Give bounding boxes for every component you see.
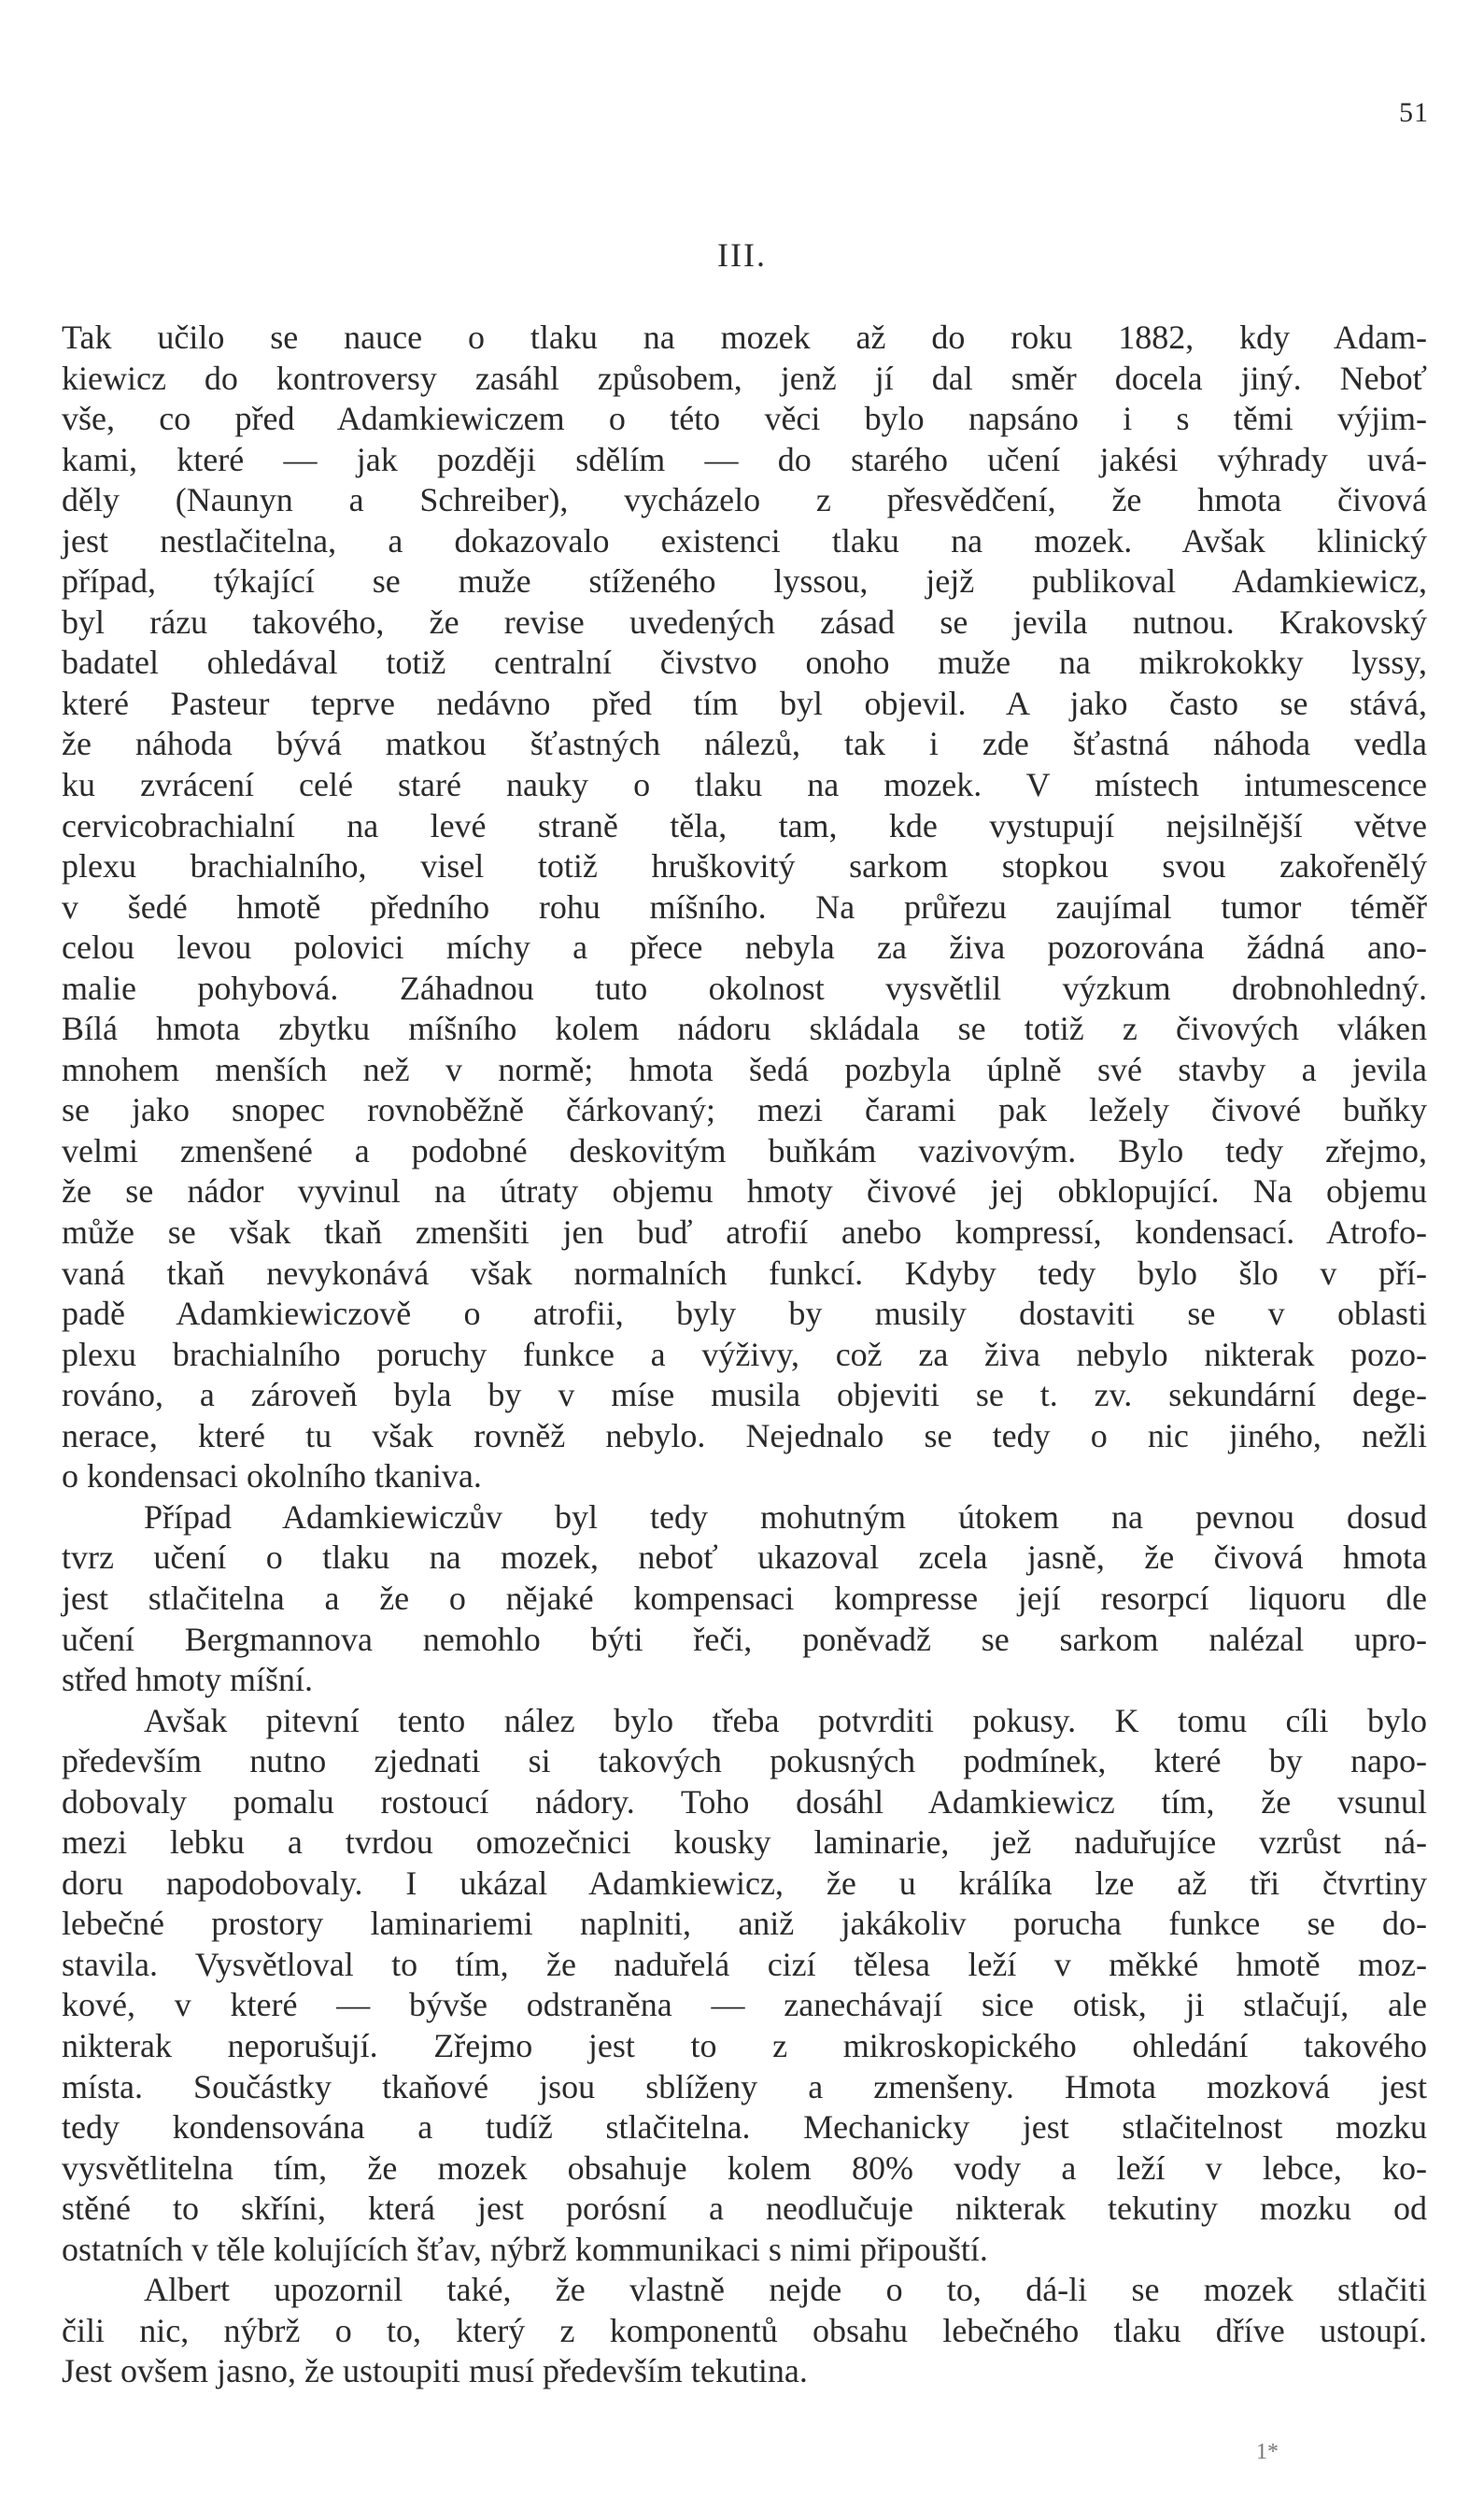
- page-body: [62, 318, 1427, 2392]
- text-line: ku zvrácení celé staré nauky o tlaku na mozek. V místech intumescence: [62, 766, 1427, 804]
- text-line: celou levou polovici míchy a přece nebyla za živa pozorována žádná ano-: [62, 928, 1427, 967]
- paragraph: [62, 318, 1427, 1497]
- text-line: kiewicz do kontroversy zasáhl způsobem, jenž jí dal směr docela jiný. Neboť: [62, 359, 1427, 397]
- text-line: vše, co před Adamkiewiczem o této věci bylo napsáno i s těmi výjim-: [62, 400, 1427, 438]
- text-line: Avšak pitevní tento nález bylo třeba potvrditi pokusy. K tomu cíli bylo: [144, 1701, 1427, 1739]
- text-line: plexu brachialního poruchy funkce a výživy, což za živa nebylo nikterak pozo-: [62, 1335, 1427, 1373]
- signature-mark: 1*: [1256, 2440, 1279, 2464]
- text-line: učení Bergmannova nemohlo býti řeči, poněvadž se sarkom nalézal upro-: [62, 1620, 1427, 1658]
- text-line: střed hmoty míšní.: [62, 1661, 313, 1699]
- text-line: stěné to skříni, která jest porósní a neodlučuje nikterak tekutiny mozku od: [62, 2190, 1427, 2228]
- text-line: rováno, a zároveň byla by v míse musila objeviti se t. zv. sekundární dege-: [62, 1376, 1427, 1414]
- text-line: o kondensaci okolního tkaniva.: [62, 1457, 482, 1495]
- text-line: že náhoda bývá matkou šťastných nálezů, tak i zde šťastná náhoda vedla: [62, 725, 1427, 763]
- chapter-heading: III.: [717, 236, 767, 274]
- text-line: mezi lebku a tvrdou omozečnici kousky laminarie, jež naduřujíce vzrůst ná-: [62, 1823, 1427, 1862]
- text-line: tedy kondensována a tudíž stlačitelna. Mechanicky jest stlačitelnost mozku: [62, 2108, 1427, 2147]
- text-line: Tak učilo se nauce o tlaku na mozek až do roku 1882, kdy Adam-: [62, 319, 1427, 356]
- text-line: padě Adamkiewiczově o atrofii, byly by musily dostaviti se v oblasti: [62, 1295, 1427, 1333]
- text-line: které Pasteur teprve nedávno před tím byl objevil. A jako často se stává,: [62, 684, 1427, 722]
- text-line: místa. Součástky tkaňové jsou sblíženy a zmenšeny. Hmota mozková jest: [62, 2067, 1427, 2105]
- text-line: Albert upozornil také, že vlastně nejde o to, dá-li se mozek stlačiti: [144, 2271, 1427, 2309]
- text-line: byl rázu takového, že revise uvedených zásad se jevila nutnou. Krakovský: [62, 602, 1427, 641]
- text-line: plexu brachialního, visel totiž hruškovitý sarkom stopkou svou zakořenělý: [62, 847, 1427, 886]
- paragraph: [62, 1701, 1427, 2271]
- paragraph: [62, 2270, 1427, 2392]
- text-line: badatel ohledával totiž centralní čivstvo onoho muže na mikrokokky lyssy,: [62, 644, 1427, 682]
- text-line: především nutno zjednati si takových pokusných podmínek, které by napo-: [62, 1742, 1427, 1780]
- text-line: nerace, které tu však rovněž nebylo. Nejednalo se tedy o nic jiného, nežli: [62, 1416, 1427, 1454]
- text-line: Bílá hmota zbytku míšního kolem nádoru skládala se totiž z čivových vláken: [62, 1010, 1427, 1048]
- text-line: tvrz učení o tlaku na mozek, neboť ukazoval zcela jasně, že čivová hmota: [62, 1538, 1427, 1577]
- text-line: kami, které — jak později sdělím — do starého učení jakési výhrady uvá-: [62, 440, 1427, 478]
- text-line: Případ Adamkiewiczův byl tedy mohutným útokem na pevnou dosud: [144, 1497, 1427, 1536]
- text-line: kové, v které — bývše odstraněna — zanechávají sice otisk, ji stlačují, ale: [62, 1986, 1427, 2024]
- text-line: se jako snopec rovnoběžně čárkovaný; mezi čarami pak ležely čivové buňky: [62, 1091, 1427, 1129]
- text-line: vysvětlitelna tím, že mozek obsahuje kolem 80% vody a leží v lebce, ko-: [62, 2148, 1427, 2187]
- text-line: že se nádor vyvinul na útraty objemu hmoty čivové jej obklopující. Na objemu: [62, 1172, 1427, 1211]
- page-number: 51: [1399, 97, 1429, 128]
- text-line: mnohem menších než v normě; hmota šedá pozbyla úplně své stavby a jevila: [62, 1050, 1427, 1088]
- text-line: velmi zmenšené a podobné deskovitým buňkám vazivovým. Bylo tedy zřejmo,: [62, 1131, 1427, 1169]
- text-line: nikterak neporušují. Zřejmo jest to z mikroskopického ohledání takového: [62, 2026, 1427, 2064]
- text-line: Jest ovšem jasno, že ustoupiti musí především tekutina.: [62, 2352, 808, 2390]
- text-line: malie pohybová. Záhadnou tuto okolnost vysvětlil výzkum drobnohledný.: [62, 969, 1427, 1007]
- text-line: ostatních v těle kolujících šťav, nýbrž kommunikaci s nimi připouští.: [62, 2230, 988, 2268]
- text-line: lebečné prostory laminariemi naplniti, aniž jakákoliv porucha funkce se do-: [62, 1905, 1427, 1943]
- text-line: dobovaly pomalu rostoucí nádory. Toho dosáhl Adamkiewicz tím, že vsunul: [62, 1782, 1427, 1821]
- text-line: čili nic, nýbrž o to, který z komponentů obsahu lebečného tlaku dříve ustoupí.: [62, 2311, 1427, 2349]
- text-line: jest stlačitelna a že o nějaké kompensaci kompresse její resorpcí liquoru dle: [62, 1579, 1427, 1617]
- text-line: stavila. Vysvětloval to tím, že naduřelá cizí tělesa leží v měkké hmotě moz-: [62, 1945, 1427, 1983]
- text-line: případ, týkající se muže stíženého lyssou, jejž publikoval Adamkiewicz,: [62, 562, 1427, 601]
- text-line: cervicobrachialní na levé straně těla, tam, kde vystupují nejsilnější větve: [62, 806, 1427, 844]
- text-line: děly (Naunyn a Schreiber), vycházelo z přesvědčení, že hmota čivová: [62, 481, 1427, 519]
- text-line: v šedé hmotě předního rohu míšního. Na průřezu zaujímal tumor téměř: [62, 887, 1427, 926]
- text-line: jest nestlačitelna, a dokazovalo existenci tlaku na mozek. Avšak klinický: [62, 521, 1427, 560]
- text-line: vaná tkaň nevykonává však normalních funkcí. Kdyby tedy bylo šlo v pří-: [62, 1254, 1427, 1292]
- paragraph: [62, 1497, 1427, 1701]
- text-line: může se však tkaň zmenšiti jen buď atrofií anebo kompressí, kondensací. Atrofo-: [62, 1213, 1427, 1252]
- text-line: doru napodobovaly. I ukázal Adamkiewicz, že u králíka lze až tři čtvrtiny: [62, 1864, 1427, 1902]
